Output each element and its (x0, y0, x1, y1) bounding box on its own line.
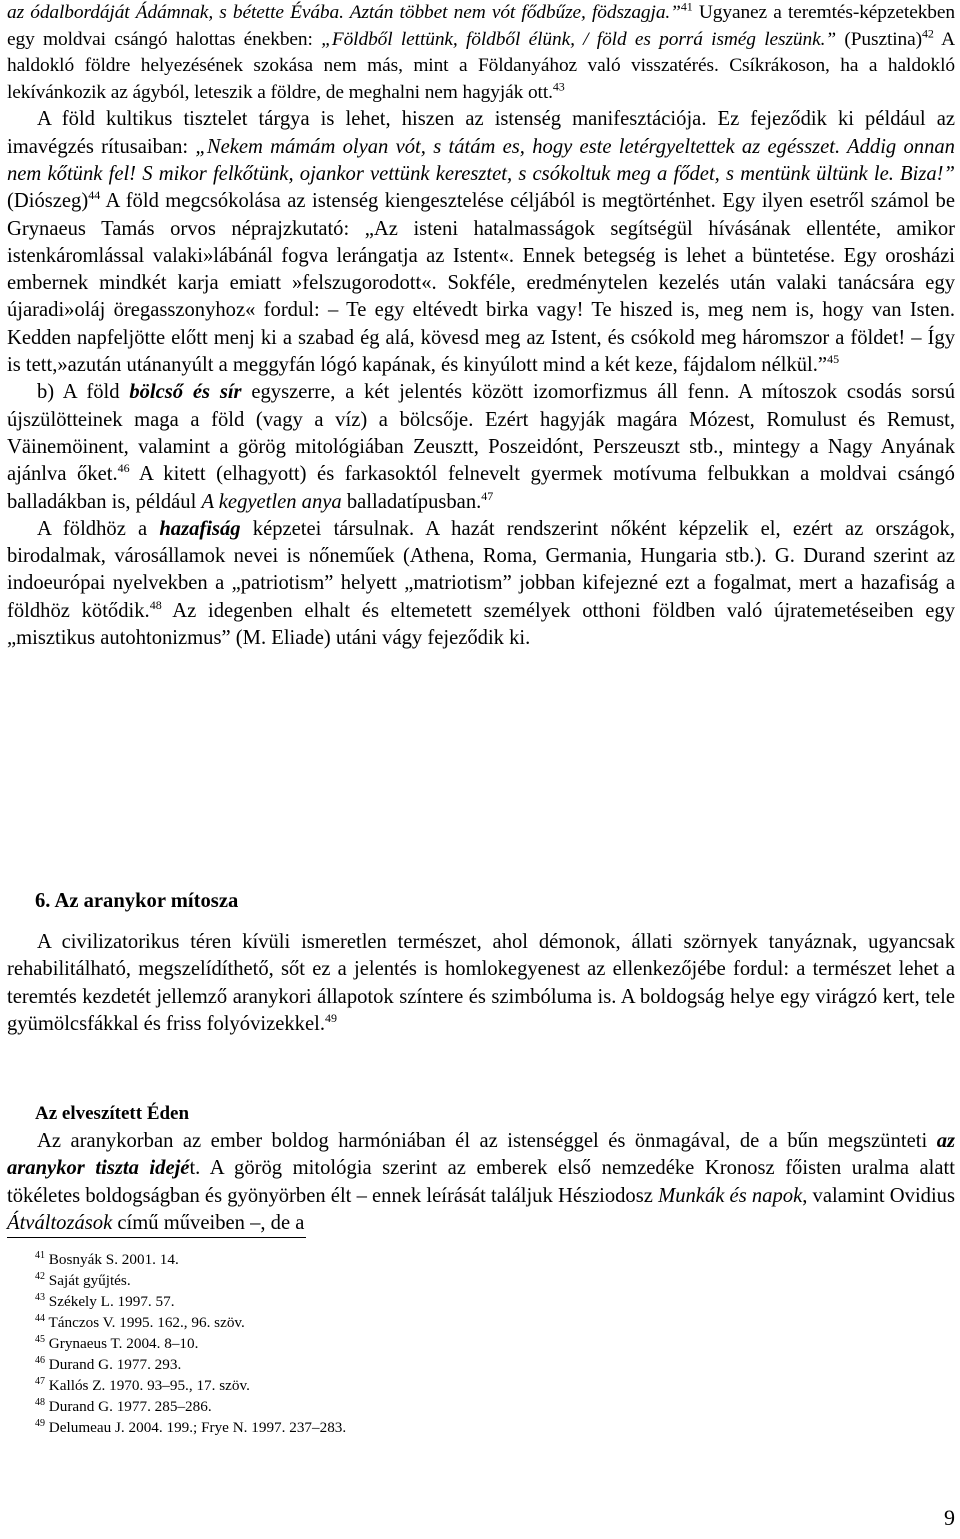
paragraph-3-text-d: balladatípusban. (341, 490, 482, 513)
subsection-heading: Az elveszített Éden (35, 1103, 190, 1124)
paragraph-1-quote-a: az ódalbordáját Ádámnak, s bétette Évába. Aztán többet nem vót fődbűze, födszagja.” (7, 2, 681, 23)
paragraph-4-text-a: A földhöz a (37, 517, 160, 540)
footnote-ref-44[interactable]: 44 (88, 188, 101, 203)
paragraph-3-text-b: egyszerre, a két jelentés között izomorfizmus áll fenn. A mítoszok csodás sorsú újszülötteinek maga a föld (vagy a víz) a bölcsője. Ezért hagyják magára Mózest, Romulust és Remust, Väinemöinent, valamint a görög mitológiában Zeusztt, Poszeidónt, Perszeuszt stb., mintegy a Nagy Anyának ajánlva őket. (7, 381, 956, 486)
footnote-ref-45[interactable]: 45 (827, 352, 840, 367)
paragraph-2 (7, 106, 955, 379)
paragraph-6-emphasis: az aranykor tiszta idejé (7, 1130, 955, 1180)
paragraph-1-quote-b: „Földből lettünk, földből élünk, / föld es porrá ismég leszünk.” (321, 28, 837, 50)
paragraph-1-text-d: A haldokló földre helyezésének szokása nem más, mint a Földanyához való visszatérés. Csíkrákoson, ha a haldokló lekívánkozik az ágyból, leteszik a földre, de meghalni nem hagyják ott. (7, 28, 956, 103)
paragraph-4 (7, 516, 955, 652)
footnote-41: $^{41}$ Bosnyák S. 2001. 14. (35, 1249, 179, 1268)
footnote-ref-41[interactable]: 41 (680, 0, 693, 14)
footnote-ref-48[interactable]: 48 (149, 597, 162, 612)
footnotes (35, 1249, 346, 1438)
upper-text-block (7, 0, 955, 652)
paragraph-5-text: A civilizatorikus téren kívüli ismeretlen természet, ahol démonok, állati szörnyek tanyáznak, ugyancsak rehabilitálható, megszelídíthető, sőt ez a jelentés is homlokegyenest az ellenkezőjébe fordul: a természet lehet a teremtés kezdetét jellemző aranykori állapotok színtere és szimbóluma is. A boldogság helye egy virágzó kert, tele gyümölcsfákkal és friss folyóvizekkel. (7, 931, 955, 1035)
paragraph-6-text-b: t. A görög mitológia szerint az emberek első nemzedéke Kronosz főisten uralma alatt tökéletes boldogságban és gyönyörben élt – ennek leírását találjuk Hésziodosz (7, 1157, 955, 1207)
paragraph-6-text-c: , valamint Ovidius (802, 1184, 955, 1207)
footnote-divider (7, 1237, 306, 1238)
page-number: 9 (944, 1505, 955, 1530)
footnote-49: $^{49}$ Delumeau J. 2004. 199.; Frye N. 1997. 237–283. (35, 1417, 347, 1436)
paragraph-3 (7, 379, 955, 515)
paragraph-6-title-2: Átváltozások (7, 1211, 113, 1234)
paragraph-1 (7, 0, 955, 106)
footnote-47: $^{47}$ Kallós Z. 1970. 93–95., 17. szöv. (35, 1375, 250, 1394)
paragraph-3-emphasis: bölcső és sír (129, 381, 242, 404)
footnote-43: $^{43}$ Székely L. 1997. 57. (35, 1291, 175, 1310)
paragraph-4-text-b: képzetei társulnak. A hazát rendszerint nőként képzelik el, ezért az országok, birodalmak, városállamok nevei is nőneműek (Athena, Roma, Germania, Hungaria stb.). G. Durand szerint az indoeurópai nyelvekben a „patriotism” helyett „matriotism” jobban kifejezné ezt a fogalmat, mert a hazafiság a földhöz kötődik. (7, 517, 955, 622)
footnote-46: $^{46}$ Durand G. 1977. 293. (35, 1354, 182, 1373)
paragraph-2-text-a: A föld kultikus tisztelet tárgya is lehet, hiszen az istenség manifesztációja. Ez fejeződik ki például az imavégzés rítusaiban: (7, 108, 955, 158)
paragraph-6-text-d: című műveiben –, de a (112, 1211, 305, 1234)
paragraph-3-text-c: A kitett (elhagyott) és farkasoktól felnevelt gyermek motívuma felbukkan a moldvai csángó balladákban is, például (7, 463, 955, 513)
paragraph-2-quote: „Nekem mámám olyan vót, s tátám es, hogy este letérgyeltettek az egésszet. Addig onnan nem kőtünk fel! S mikor felkőtünk, ojankor vettünk keresztet, s csókoltuk meg a fődet, s mentünk ültünk le. Biza!” (7, 135, 955, 185)
footnote-ref-46[interactable]: 46 (117, 461, 130, 476)
paragraph-6-text-a: Az aranykorban az ember boldog harmóniában él az istenséggel és önmagával, de a bűn megszünteti (37, 1130, 937, 1152)
footnote-ref-42[interactable]: 42 (922, 26, 934, 41)
paragraph-6 (7, 1128, 955, 1237)
footnote-ref-49[interactable]: 49 (324, 1011, 337, 1026)
paragraph-5 (7, 929, 955, 1038)
paragraph-3-text-a: b) A föld (37, 381, 130, 404)
paragraph-2-text-c: A föld megcsókolása az istenség kiengesztelése céljából is megtörténhet. Egy ilyen esetről számol be Grynaeus Tamás orvos néprajzkutató: „Az isteni hatalmasságok segítségül hívásának ellentéte, amikor istenkáromlással valaki»lábánál fogva lerángatja az Istent«. Ennek betegség is lehet a büntetése. Egy orosházi embernek mindkét karja emiatt »felszugorodott«. Sokféle, eredménytelen kezelés után valaki tanácsára egy újaradi»oláj öregasszonyhoz« fordul: – Te egy eltévedt birka vagy! Te hiszed is, meg nem is, hogy van Isten. Kedden napfeljötte előtt menj ki a szabad ég alá, kövesd meg az Istent, és csókold meg háromszor a földet! – Így is tett,»azután utánanyúlt a meggyfán lógó kapának, és kinyúlott mind a két keze, fájdalom nélkül.” (7, 190, 955, 377)
footnote-48: $^{48}$ Durand G. 1977. 285–286. (35, 1396, 212, 1415)
footnote-42: $^{42}$ Saját gyűjtés. (35, 1270, 131, 1289)
footnote-45: $^{45}$ Grynaeus T. 2004. 8–10. (35, 1333, 199, 1352)
paragraph-6-title-1: Munkák és napok (658, 1184, 803, 1207)
paragraph-1-text-b: Ugyanez a teremtés-képzetekben egy moldvai csángó halottas énekben: (7, 2, 955, 50)
paragraph-4-emphasis: hazafiság (159, 517, 241, 540)
section-heading: 6. Az aranykor mítosza (35, 890, 239, 912)
section-text-block (7, 929, 955, 1038)
footnote-ref-43[interactable]: 43 (552, 79, 565, 94)
paragraph-3-title: A kegyetlen anya (201, 490, 342, 513)
subsection-text-block (7, 1128, 955, 1237)
paragraph-1-text-c: (Pusztina) (836, 28, 923, 50)
paragraph-2-text-b: (Diószeg) (7, 190, 89, 213)
paragraph-4-text-c: Az idegenben elhalt és eltemetett személyek otthoni földben való újratemetéseiben egy „misztikus autohtonizmus” (M. Eliade) utáni vágy fejeződik ki. (7, 599, 955, 650)
footnote-ref-47[interactable]: 47 (481, 488, 494, 503)
footnote-44: $^{44}$ Tánczos V. 1995. 162., 96. szöv. (35, 1312, 245, 1331)
